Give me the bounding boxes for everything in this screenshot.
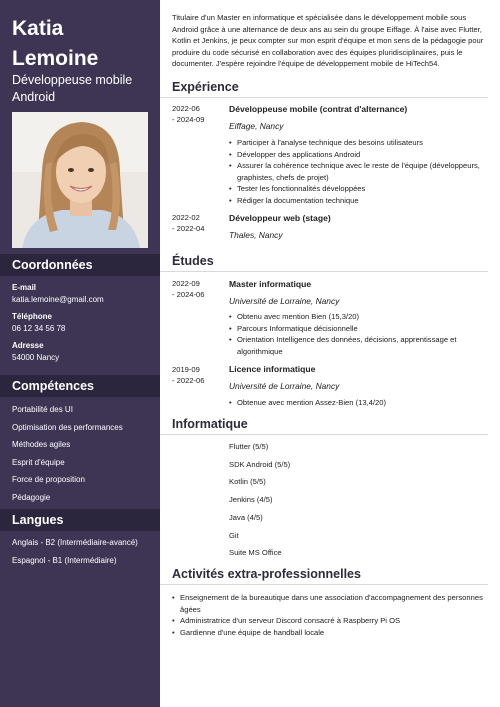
skill-item: Portabilité des UI <box>12 405 73 414</box>
education-date <box>172 364 220 386</box>
date-end: - 2022-06 <box>172 376 205 385</box>
contact-section-title: Coordonnées <box>0 254 160 276</box>
bullet-item: • Obtenue avec mention Assez-Bien (13,4/20) <box>229 397 487 409</box>
language-item: Anglais - B2 (Intermédiaire-avancé) <box>12 538 138 547</box>
profile-summary: Titulaire d'un Master en informatique et spécialisée dans le développement mobile sous Android grâce à une alternance de deux ans au sein du groupe Eiffage. À l'aise avec Flutter, Kotlin et Jenkins, je peux compter sur mon esprit d'équipe et mon sens de la pédagogie pour produire du code sécurisé en collaboration avec des équipes pluridisciplinaires, puis le documenter. J'espère rejoindre l'équipe de développement mobile de HiTech54. <box>172 13 484 69</box>
bullet-item: • Développer des applications Android <box>229 149 487 161</box>
activity-item: • Gardienne d'une équipe de handball locale <box>172 627 488 639</box>
date-start: 2019-09 <box>172 365 200 374</box>
email-label: E-mail <box>12 283 37 292</box>
job-bullets <box>229 137 487 207</box>
activities-section-title: Activités extra-professionnelles <box>172 567 361 581</box>
job-title: Développeuse mobile (contrat d'alternance) <box>229 104 408 114</box>
skills-section-title: Compétences <box>0 375 160 397</box>
date-start: 2022-06 <box>172 104 200 113</box>
date-end: - 2024-09 <box>172 115 205 124</box>
school: Université de Lorraine, Nancy <box>229 296 340 306</box>
skill-item: Pédagogie <box>12 493 51 502</box>
date-start: 2022-02 <box>172 213 200 222</box>
education-date <box>172 278 220 300</box>
address-label: Adresse <box>12 341 44 350</box>
it-skill-item: Java (4/5) <box>229 513 263 522</box>
date-end: - 2022-04 <box>172 224 205 233</box>
experience-section-title: Expérience <box>172 80 239 94</box>
it-section-title: Informatique <box>172 417 248 431</box>
experience-date <box>172 212 220 234</box>
skill-item: Optimisation des performances <box>12 423 123 432</box>
degree-bullets <box>229 397 487 409</box>
activity-item: • Enseignement de la bureautique dans une association d'accompagnement des personnes âgées <box>172 592 488 615</box>
it-skill-item: Flutter (5/5) <box>229 442 269 451</box>
languages-section-title: Langues <box>0 509 160 531</box>
skill-item: Force de proposition <box>12 475 85 484</box>
it-skill-item: Kotlin (5/5) <box>229 477 266 486</box>
bullet-item: • Orientation Intelligence des données, décisions, apprentissage et algorithmique <box>229 334 487 357</box>
section-divider <box>160 97 488 98</box>
degree-bullets <box>229 311 487 357</box>
bullet-item: • Tester les fonctionnalités développées <box>229 183 487 195</box>
it-skill-item: Suite MS Office <box>229 548 282 557</box>
portrait-image <box>12 112 148 248</box>
email-value: katia.lemoine@gmail.com <box>12 295 104 304</box>
degree-title: Licence informatique <box>229 364 316 374</box>
candidate-role: Développeuse mobile Android <box>12 73 133 104</box>
date-start: 2022-09 <box>172 279 200 288</box>
school: Université de Lorraine, Nancy <box>229 381 340 391</box>
profile-photo <box>12 112 148 248</box>
date-end: - 2024-06 <box>172 290 205 299</box>
section-divider <box>160 584 488 585</box>
candidate-name <box>12 14 98 74</box>
language-item: Espagnol - B1 (Intermédiaire) <box>12 556 117 565</box>
section-divider <box>160 271 488 272</box>
company: Eiffage, Nancy <box>229 121 284 131</box>
job-title: Développeur web (stage) <box>229 213 331 223</box>
activity-item: • Administratrice d'un serveur Discord consacré à Raspberry Pi OS <box>172 615 488 627</box>
bullet-item: • Obtenu avec mention Bien (15,3/20) <box>229 311 487 323</box>
phone-value: 06 12 34 56 78 <box>12 324 66 333</box>
it-skill-item: SDK Android (5/5) <box>229 460 291 469</box>
phone-label: Téléphone <box>12 312 53 321</box>
it-skill-item: Git <box>229 531 239 540</box>
bullet-item: • Assurer la cohérence technique avec le reste de l'équipe (développeurs, graphistes, chefs de projet) <box>229 160 487 183</box>
activities-list <box>172 592 488 638</box>
first-name: Katia <box>12 17 64 40</box>
experience-date <box>172 103 220 125</box>
education-section-title: Études <box>172 254 214 268</box>
bullet-item: • Parcours Informatique décisionnelle <box>229 323 487 335</box>
last-name: Lemoine <box>12 47 99 70</box>
skill-item: Méthodes agiles <box>12 440 71 449</box>
bullet-item: • Rédiger la documentation technique <box>229 195 487 207</box>
address-value: 54000 Nancy <box>12 353 60 362</box>
degree-title: Master informatique <box>229 279 312 289</box>
sidebar <box>0 0 160 707</box>
skill-item: Esprit d'équipe <box>12 458 65 467</box>
it-skill-item: Jenkins (4/5) <box>229 495 273 504</box>
bullet-item: • Participer à l'analyse technique des besoins utilisateurs <box>229 137 487 149</box>
section-divider <box>160 434 488 435</box>
company: Thales, Nancy <box>229 230 283 240</box>
